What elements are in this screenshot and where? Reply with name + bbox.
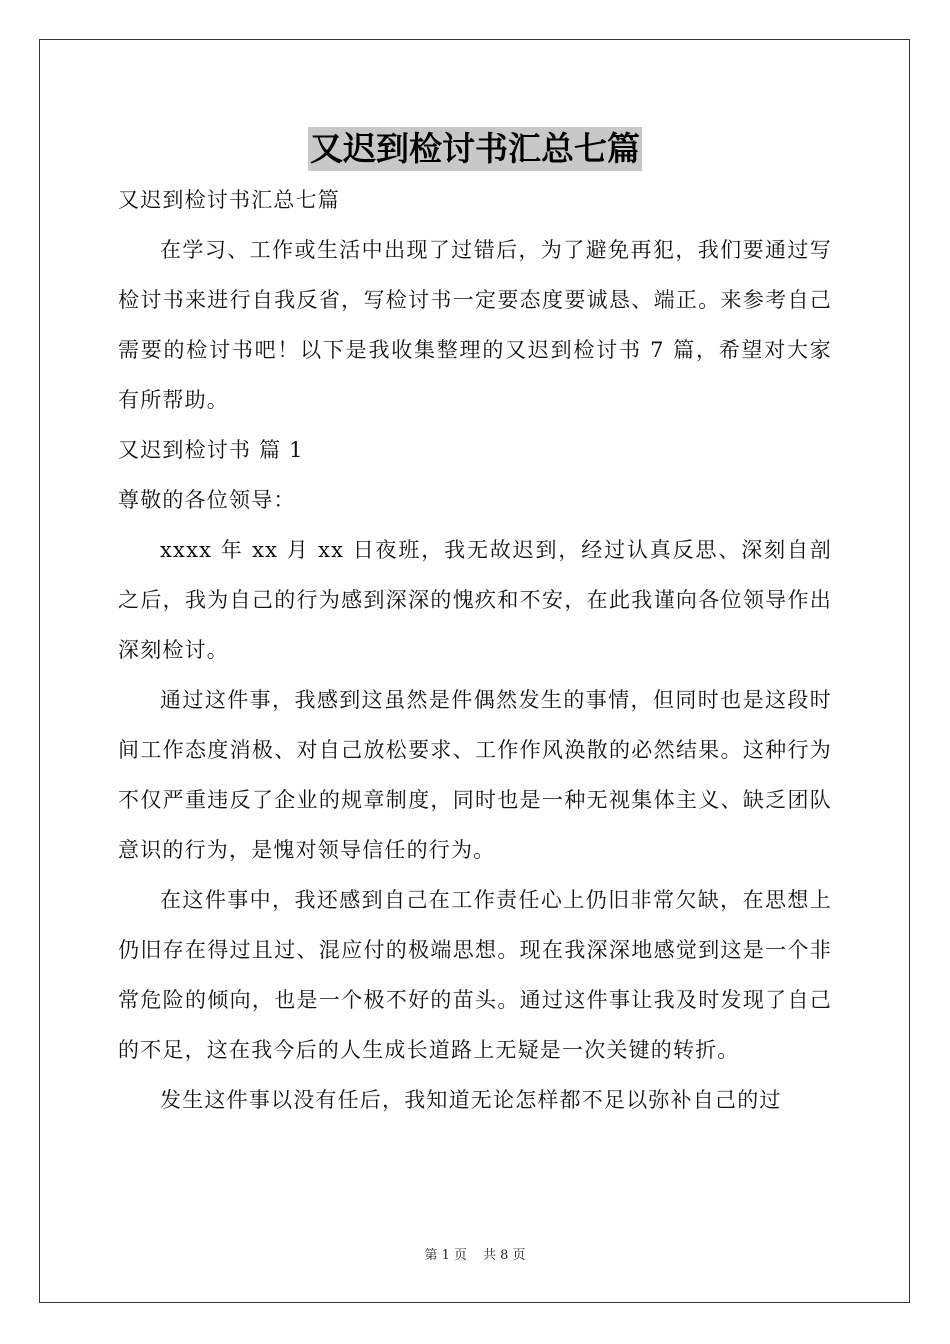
document-title: 又迟到检讨书汇总七篇 bbox=[308, 127, 642, 171]
paragraph-body: 发生这件事以没有任后，我知道无论怎样都不足以弥补自己的过 bbox=[160, 1088, 782, 1112]
salutation: 尊敬的各位领导： bbox=[118, 488, 296, 512]
paragraph-intro: 在学习、工作或生活中出现了过错后，为了避免再犯，我们要通过写检讨书来进行自我反省，写检讨书一定要态度要诚恳、端正。来参考自己需要的检讨书吧！以下是我收集整理的又迟到检讨书 7 篇，希望对大家有所帮助。 bbox=[118, 238, 832, 412]
paragraph-body: 通过这件事，我感到这虽然是件偶然发生的事情，但同时也是这段时间工作态度消极、对自己放松要求、工作作风涣散的必然结果。这种行为不仅严重违反了企业的规章制度，同时也是一种无视集体主义、缺乏团队意识的行为，是愧对领导信任的行为。 bbox=[118, 688, 832, 862]
paragraph-body: xxxx 年 xx 月 xx 日夜班，我无故迟到，经过认真反思、深刻自剖之后，我为自己的行为感到深深的愧疚和不安，在此我谨向各位领导作出深刻检讨。 bbox=[118, 538, 832, 662]
title-container bbox=[0, 127, 950, 171]
page-number: 第 1 页 bbox=[424, 1248, 467, 1263]
paragraph-subtitle: 又迟到检讨书汇总七篇 bbox=[118, 188, 340, 212]
page-total: 共 8 页 bbox=[483, 1248, 526, 1263]
document-body bbox=[118, 175, 832, 1125]
page-footer bbox=[0, 1247, 950, 1265]
paragraph-body: 在这件事中，我还感到自己在工作责任心上仍旧非常欠缺，在思想上仍旧存在得过且过、混应付的极端思想。现在我深深地感觉到这是一个非常危险的倾向，也是一个极不好的苗头。通过这件事让我及时发现了自己的不足，这在我今后的人生成长道路上无疑是一次关键的转折。 bbox=[118, 888, 832, 1062]
section-heading: 又迟到检讨书 篇 1 bbox=[118, 438, 304, 462]
